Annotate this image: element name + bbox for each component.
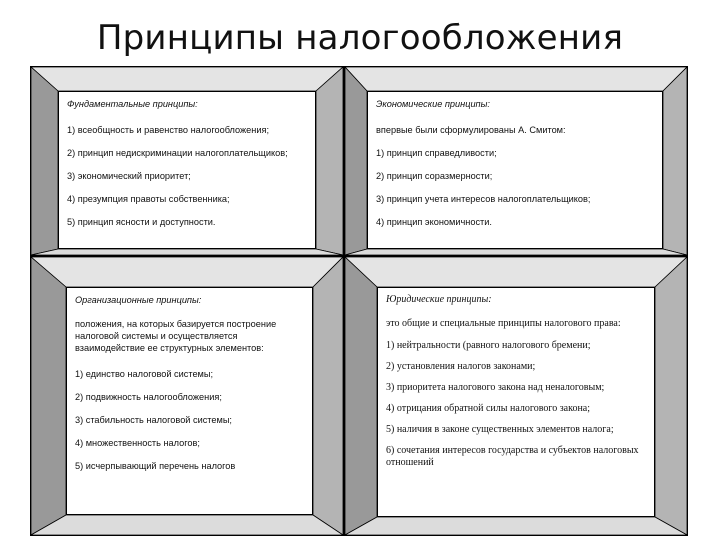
list-item: 3) экономический приоритет; <box>67 171 191 181</box>
panel-legal-principles <box>344 256 688 536</box>
list-item: 2) принцип недискриминации налогоплательщиков; <box>67 148 288 158</box>
list-item: 3) стабильность налоговой системы; <box>75 415 232 425</box>
list-item: 6) сочетания интересов государства и субъектов налоговых отношений <box>386 445 639 468</box>
list-item: 4) принцип экономичности. <box>376 217 492 227</box>
panel-heading: Организационные принципы: <box>75 295 202 305</box>
list-item: 2) подвижность налогообложения; <box>75 392 222 402</box>
panel-legal-content <box>377 287 655 517</box>
page-title: Принципы налогообложения <box>96 18 624 58</box>
list-item: 2) установления налогов законами; <box>386 361 536 372</box>
list-item: 1) единство налоговой системы; <box>75 369 214 379</box>
panel-fundamental-principles <box>30 66 344 256</box>
list-item: 1) нейтральности (равного налогового бремени; <box>386 340 591 351</box>
list-item: 3) приоритета налогового закона над неналоговым; <box>386 382 605 393</box>
panel-organizational-content <box>66 287 313 515</box>
list-item: 4) отрицания обратной силы налогового закона; <box>386 403 591 414</box>
list-item: впервые были сформулированы А. Смитом: <box>376 125 566 135</box>
list-item: 3) принцип учета интересов налогоплательщиков; <box>376 194 591 204</box>
list-item: 5) исчерпывающий перечень налогов <box>75 461 236 471</box>
panel-fundamental-content <box>58 91 316 249</box>
list-item: положения, на которых базируется построение налоговой системы и осуществляется взаимодействие ее структурных элементов: <box>75 319 277 353</box>
panel-heading: Юридические принципы: <box>386 294 492 305</box>
panel-heading: Экономические принципы: <box>376 99 490 109</box>
panel-organizational-principles <box>30 256 344 536</box>
list-item: 1) принцип справедливости; <box>376 148 497 158</box>
panel-economic-principles <box>344 66 688 256</box>
panel-economic-content <box>367 91 663 249</box>
list-item: 4) презумпция правоты собственника; <box>67 194 230 204</box>
list-item: это общие и специальные принципы налогового права: <box>386 318 621 329</box>
list-item: 4) множественность налогов; <box>75 438 200 448</box>
list-item: 5) наличия в законе существенных элементов налога; <box>386 424 614 435</box>
list-item: 5) принцип ясности и доступности. <box>67 217 216 227</box>
list-item: 1) всеобщность и равенство налогообложения; <box>67 125 269 135</box>
list-item: 2) принцип соразмерности; <box>376 171 493 181</box>
panel-heading: Фундаментальные принципы: <box>67 99 198 109</box>
